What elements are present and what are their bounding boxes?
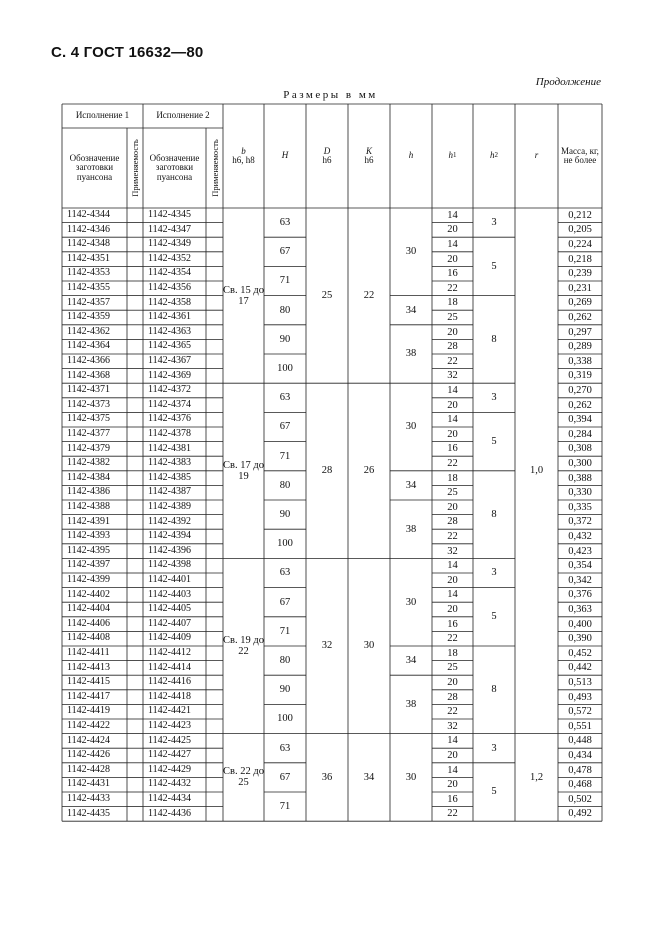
designation-1-cell: 1142-4422: [67, 720, 110, 732]
designation-1-cell: 1142-4413: [67, 661, 110, 673]
designation-2-cell: 1142-4363: [148, 325, 191, 337]
designation-2-cell: 1142-4409: [148, 632, 191, 644]
mass-cell: 0,478: [568, 764, 592, 776]
h-span-cell: 30: [405, 246, 417, 258]
designation-1-cell: 1142-4399: [67, 574, 110, 586]
designation-1-cell: 1142-4364: [67, 340, 110, 352]
h1-cell: 16: [447, 268, 458, 280]
h1-cell: 32: [447, 370, 458, 382]
mass-cell: 0,289: [568, 341, 592, 353]
h1-cell: 14: [447, 735, 458, 747]
mass-cell: 0,493: [568, 691, 592, 703]
header-applicability-1: [127, 128, 143, 208]
h1-cell: 20: [447, 224, 458, 236]
header-b: [223, 104, 264, 208]
designation-2-cell: 1142-4403: [148, 588, 191, 600]
designation-1-cell: 1142-4406: [67, 617, 110, 629]
h1-cell: 22: [447, 457, 458, 469]
mass-cell: 0,572: [568, 706, 592, 718]
mass-cell: 0,270: [568, 384, 592, 396]
header-applicability-1-text: Применяемость: [130, 139, 140, 197]
designation-1-cell: 1142-4353: [67, 267, 110, 279]
h1-cell: 20: [447, 603, 458, 615]
designation-2-cell: 1142-4423: [148, 720, 191, 732]
mass-cell: 0,284: [568, 428, 592, 440]
header-h1-symbol: h: [448, 150, 453, 161]
h-span-cell: 34: [405, 655, 417, 667]
mass-cell: 0,448: [568, 735, 592, 747]
designation-2-cell: 1142-4372: [148, 384, 191, 396]
D-span-cell: 25: [321, 290, 333, 302]
designation-2-cell: 1142-4418: [148, 690, 191, 702]
designation-2-cell: 1142-4367: [148, 355, 191, 367]
designation-2-cell: 1142-4416: [148, 676, 191, 688]
designation-2-cell: 1142-4405: [148, 603, 191, 615]
designation-1-cell: 1142-4384: [67, 471, 110, 483]
mass-cell: 0,452: [568, 647, 592, 659]
mass-cell: 0,239: [568, 268, 592, 280]
designation-1-cell: 1142-4359: [67, 311, 110, 323]
designation-1-cell: 1142-4366: [67, 355, 110, 367]
designation-2-cell: 1142-4365: [148, 340, 191, 352]
h1-cell: 16: [447, 618, 458, 630]
h1-cell: 20: [447, 749, 458, 761]
designation-1-cell: 1142-4371: [67, 384, 110, 396]
designation-1-cell: 1142-4346: [67, 223, 110, 235]
header-h: h: [408, 150, 414, 161]
D-span-cell: 32: [321, 640, 333, 652]
designation-2-cell: 1142-4407: [148, 617, 191, 629]
designation-2-cell: 1142-4345: [148, 209, 191, 221]
h1-cell: 20: [447, 676, 458, 688]
h1-cell: 22: [447, 355, 458, 367]
mass-cell: 0,269: [568, 297, 592, 309]
mass-cell: 0,551: [568, 720, 592, 732]
mass-cell: 0,394: [568, 414, 592, 426]
mass-cell: 0,423: [568, 545, 592, 557]
h1-cell: 28: [447, 341, 458, 353]
mass-cell: 0,342: [568, 574, 592, 586]
h1-cell: 20: [447, 253, 458, 265]
h1-cell: 20: [447, 428, 458, 440]
header-r: r: [534, 150, 539, 161]
mass-cell: 0,297: [568, 326, 592, 338]
mass-cell: 0,376: [568, 589, 592, 601]
H-span-cell: 71: [279, 450, 291, 462]
designation-2-cell: 1142-4414: [148, 661, 191, 673]
header-b-symbol: b: [241, 145, 246, 156]
designation-2-cell: 1142-4398: [148, 559, 191, 571]
header-designation-1: Обозначение заготовки пуансона: [69, 152, 120, 182]
designation-2-cell: 1142-4412: [148, 647, 191, 659]
continuation-label: Продолжение: [535, 76, 601, 88]
designation-1-cell: 1142-4397: [67, 559, 110, 571]
h-span-cell: 38: [405, 348, 417, 360]
h2-span-cell: 3: [491, 392, 497, 404]
designation-1-cell: 1142-4431: [67, 778, 110, 790]
designation-1-cell: 1142-4368: [67, 369, 110, 381]
header-h1: [432, 104, 473, 208]
designation-1-cell: 1142-4377: [67, 428, 110, 440]
K-span-cell: 34: [363, 771, 375, 783]
mass-cell: 0,231: [568, 282, 592, 294]
designation-2-cell: 1142-4394: [148, 530, 191, 542]
h1-cell: 20: [447, 779, 458, 791]
h1-cell: 18: [447, 647, 458, 659]
designation-1-cell: 1142-4411: [67, 647, 110, 659]
mass-cell: 0,354: [568, 560, 592, 572]
mass-cell: 0,390: [568, 633, 592, 645]
header-h1-subscript: 1: [453, 151, 457, 160]
header-group-1: Исполнение 1: [75, 110, 130, 121]
designation-1-cell: 1142-4355: [67, 282, 110, 294]
designation-1-cell: 1142-4433: [67, 793, 110, 805]
designation-2-cell: 1142-4421: [148, 705, 191, 717]
h-span-cell: 38: [405, 523, 417, 535]
designation-2-cell: 1142-4427: [148, 749, 191, 761]
mass-cell: 0,513: [568, 676, 592, 688]
header-h2: [473, 104, 515, 208]
table-caption: Размеры в мм: [283, 89, 378, 101]
H-span-cell: 71: [279, 801, 291, 813]
h2-span-cell: 5: [491, 436, 497, 448]
H-span-cell: 80: [279, 479, 291, 491]
designation-2-cell: 1142-4429: [148, 763, 191, 775]
mass-cell: 0,205: [568, 224, 592, 236]
designation-2-cell: 1142-4401: [148, 574, 191, 586]
b-span-cell: Св. 22 до 25: [223, 766, 264, 789]
H-span-cell: 63: [279, 567, 291, 579]
H-span-cell: 67: [279, 771, 291, 783]
h1-cell: 18: [447, 472, 458, 484]
mass-cell: 0,212: [568, 209, 592, 221]
mass-cell: 0,262: [568, 311, 592, 323]
h1-cell: 32: [447, 545, 458, 557]
mass-cell: 0,300: [568, 457, 592, 469]
designation-1-cell: 1142-4393: [67, 530, 110, 542]
h1-cell: 32: [447, 720, 458, 732]
H-span-cell: 71: [279, 275, 291, 287]
h1-cell: 25: [447, 487, 458, 499]
h2-span-cell: 5: [491, 786, 497, 798]
h1-cell: 20: [447, 326, 458, 338]
h1-cell: 14: [447, 209, 458, 221]
h-span-cell: 38: [405, 698, 417, 710]
D-span-cell: 28: [321, 465, 333, 477]
H-span-cell: 67: [279, 421, 291, 433]
designation-2-cell: 1142-4383: [148, 457, 191, 469]
designation-1-cell: 1142-4415: [67, 676, 110, 688]
h1-cell: 22: [447, 633, 458, 645]
H-span-cell: 90: [279, 333, 291, 345]
header-designation-2: Обозначение заготовки пуансона: [149, 152, 200, 182]
designation-2-cell: 1142-4389: [148, 501, 191, 513]
designation-1-cell: 1142-4395: [67, 544, 110, 556]
mass-cell: 0,335: [568, 501, 592, 513]
b-span-cell: Св. 19 до 22: [223, 634, 264, 657]
designation-2-cell: 1142-4349: [148, 238, 191, 250]
designation-1-cell: 1142-4391: [67, 515, 110, 527]
mass-cell: 0,432: [568, 530, 592, 542]
header-h2-symbol: h: [490, 150, 495, 161]
designation-2-cell: 1142-4385: [148, 471, 191, 483]
mass-cell: 0,224: [568, 238, 592, 250]
h1-cell: 14: [447, 414, 458, 426]
H-span-cell: 80: [279, 304, 291, 316]
H-span-cell: 67: [279, 596, 291, 608]
r-span-cell: 1,0: [529, 465, 544, 477]
designation-2-cell: 1142-4352: [148, 252, 191, 264]
K-span-cell: 26: [363, 465, 375, 477]
designation-2-cell: 1142-4354: [148, 267, 191, 279]
K-span-cell: 30: [363, 640, 375, 652]
designation-2-cell: 1142-4381: [148, 442, 191, 454]
h2-span-cell: 5: [491, 611, 497, 623]
designation-2-cell: 1142-4425: [148, 734, 191, 746]
header-applicability-2: [206, 128, 223, 208]
designation-2-cell: 1142-4387: [148, 486, 191, 498]
H-span-cell: 63: [279, 392, 291, 404]
h-span-cell: 30: [405, 771, 417, 783]
mass-cell: 0,388: [568, 472, 592, 484]
designation-2-cell: 1142-4356: [148, 282, 191, 294]
designation-1-cell: 1142-4375: [67, 413, 110, 425]
H-span-cell: 80: [279, 655, 291, 667]
h1-cell: 28: [447, 691, 458, 703]
header-K: [348, 104, 390, 208]
designation-1-cell: 1142-4388: [67, 501, 110, 513]
h1-cell: 25: [447, 662, 458, 674]
header-H: H: [281, 150, 289, 161]
h1-cell: 22: [447, 706, 458, 718]
header-K-symbol: K: [365, 145, 372, 156]
header-D-tolerance: h6: [322, 155, 332, 165]
designation-1-cell: 1142-4404: [67, 603, 110, 615]
designation-1-cell: 1142-4373: [67, 398, 110, 410]
mass-cell: 0,502: [568, 793, 592, 805]
designation-2-cell: 1142-4434: [148, 793, 191, 805]
D-span-cell: 36: [321, 771, 333, 783]
H-span-cell: 100: [277, 538, 293, 550]
mass-cell: 0,319: [568, 370, 592, 382]
mass-cell: 0,442: [568, 662, 592, 674]
designation-2-cell: 1142-4361: [148, 311, 191, 323]
designation-1-cell: 1142-4379: [67, 442, 110, 454]
h2-span-cell: 3: [491, 217, 497, 229]
h-span-cell: 30: [405, 596, 417, 608]
page-header: С. 4 ГОСТ 16632—80: [51, 44, 204, 61]
designation-2-cell: 1142-4436: [148, 807, 191, 819]
header-D: [306, 104, 348, 208]
designation-1-cell: 1142-4348: [67, 238, 110, 250]
designation-2-cell: 1142-4376: [148, 413, 191, 425]
h1-cell: 18: [447, 297, 458, 309]
mass-cell: 0,492: [568, 808, 592, 820]
H-span-cell: 67: [279, 246, 291, 258]
header-group-2: Исполнение 2: [156, 110, 210, 121]
mass-cell: 0,468: [568, 779, 592, 791]
h1-cell: 25: [447, 311, 458, 323]
h2-span-cell: 3: [491, 742, 497, 754]
h-span-cell: 34: [405, 304, 417, 316]
r-span-cell: 1,2: [529, 771, 544, 783]
designation-1-cell: 1142-4435: [67, 807, 110, 819]
h2-span-cell: 5: [491, 260, 497, 272]
header-b-tolerance: h6, h8: [232, 155, 255, 165]
designation-1-cell: 1142-4426: [67, 749, 110, 761]
h1-cell: 14: [447, 384, 458, 396]
designation-1-cell: 1142-4419: [67, 705, 110, 717]
header-K-tolerance: h6: [364, 155, 374, 165]
designation-1-cell: 1142-4386: [67, 486, 110, 498]
designation-2-cell: 1142-4378: [148, 428, 191, 440]
h1-cell: 20: [447, 501, 458, 513]
h1-cell: 16: [447, 793, 458, 805]
h1-cell: 14: [447, 589, 458, 601]
h1-cell: 16: [447, 443, 458, 455]
designation-2-cell: 1142-4392: [148, 515, 191, 527]
K-span-cell: 22: [363, 290, 375, 302]
designation-1-cell: 1142-4344: [67, 209, 110, 221]
b-span-cell: Св. 15 до 17: [223, 284, 264, 307]
designation-1-cell: 1142-4382: [67, 457, 110, 469]
H-span-cell: 90: [279, 684, 291, 696]
mass-cell: 0,363: [568, 603, 592, 615]
designation-2-cell: 1142-4358: [148, 296, 191, 308]
mass-cell: 0,372: [568, 516, 592, 528]
designation-1-cell: 1142-4351: [67, 252, 110, 264]
h2-span-cell: 8: [491, 509, 497, 521]
h1-cell: 14: [447, 238, 458, 250]
designation-2-cell: 1142-4374: [148, 398, 191, 410]
designation-1-cell: 1142-4357: [67, 296, 110, 308]
header-mass: Масса, кг, не более: [561, 145, 599, 165]
designation-1-cell: 1142-4408: [67, 632, 110, 644]
header-D-symbol: D: [323, 145, 331, 156]
H-span-cell: 90: [279, 509, 291, 521]
h1-cell: 14: [447, 764, 458, 776]
designation-1-cell: 1142-4417: [67, 690, 110, 702]
mass-cell: 0,434: [568, 749, 592, 761]
h1-cell: 28: [447, 516, 458, 528]
mass-cell: 0,218: [568, 253, 592, 265]
designation-1-cell: 1142-4362: [67, 325, 110, 337]
h1-cell: 14: [447, 560, 458, 572]
mass-cell: 0,308: [568, 443, 592, 455]
H-span-cell: 100: [277, 713, 293, 725]
mass-cell: 0,400: [568, 618, 592, 630]
designation-2-cell: 1142-4432: [148, 778, 191, 790]
h-span-cell: 34: [405, 479, 417, 491]
mass-cell: 0,330: [568, 487, 592, 499]
h1-cell: 22: [447, 808, 458, 820]
designation-2-cell: 1142-4347: [148, 223, 191, 235]
h2-span-cell: 3: [491, 567, 497, 579]
h1-cell: 22: [447, 282, 458, 294]
header-applicability-2-text: Применяемость: [209, 139, 220, 197]
h1-cell: 20: [447, 574, 458, 586]
mass-cell: 0,262: [568, 399, 592, 411]
h2-span-cell: 8: [491, 684, 497, 696]
H-span-cell: 71: [279, 625, 291, 637]
H-span-cell: 63: [279, 217, 291, 229]
h1-cell: 20: [447, 399, 458, 411]
H-span-cell: 100: [277, 363, 293, 375]
h1-cell: 22: [447, 530, 458, 542]
designation-1-cell: 1142-4402: [67, 588, 110, 600]
designation-2-cell: 1142-4369: [148, 369, 191, 381]
h-span-cell: 30: [405, 421, 417, 433]
h2-span-cell: 8: [491, 333, 497, 345]
designation-1-cell: 1142-4428: [67, 763, 110, 775]
designation-1-cell: 1142-4424: [67, 734, 110, 746]
b-span-cell: Св. 17 до 19: [223, 459, 264, 482]
mass-cell: 0,338: [568, 355, 592, 367]
header-h2-subscript: 2: [494, 151, 498, 160]
designation-2-cell: 1142-4396: [148, 544, 191, 556]
H-span-cell: 63: [279, 742, 291, 754]
